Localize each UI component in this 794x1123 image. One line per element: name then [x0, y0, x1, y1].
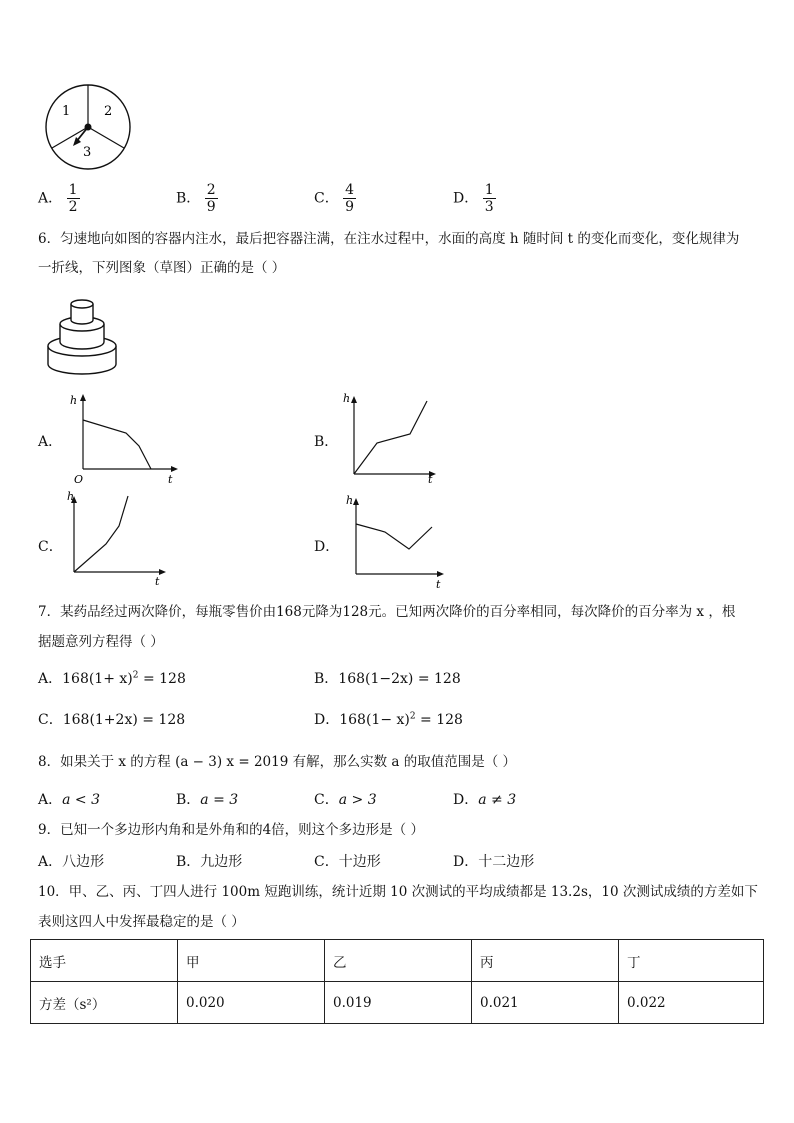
q9-option-c[interactable]: C．十边形 — [314, 854, 381, 870]
value-cell: 0.020 — [178, 982, 325, 1024]
q8-option-d[interactable]: D．a ≠ 3 — [453, 792, 517, 808]
q10-stem-line1: 10．甲、乙、丙、丁四人进行 100m 短跑训练，统计近期 10 次测试的平均成绩都是 13.2s，10 次测试成绩的方差如下 — [38, 884, 758, 900]
header-cell: 丁 — [619, 940, 764, 982]
spinner-label-1: 1 — [62, 104, 71, 119]
q5-option-b[interactable]: B． $\frac{2}{9}$ — [176, 182, 216, 215]
fraction: $\frac{1}{3}$ — [484, 182, 494, 215]
x-axis-label: t — [428, 473, 433, 486]
spinner-label-2: 2 — [104, 104, 113, 119]
q5-option-d[interactable]: D． $\frac{1}{3}$ — [453, 182, 494, 215]
variance-table — [30, 939, 764, 1024]
q6-graph-d[interactable] — [340, 492, 450, 590]
spinner-figure — [40, 80, 140, 170]
x-axis-label: t — [168, 473, 173, 486]
header-cell: 乙 — [325, 940, 472, 982]
q7-option-c[interactable]: C．168(1+2x) = 128 — [38, 712, 186, 728]
q8-option-c[interactable]: C．a > 3 — [314, 792, 377, 808]
q6-stem-line2: 一折线，下列图象（草图）正确的是（ ） — [38, 260, 286, 276]
spinner-label-3: 3 — [83, 145, 92, 160]
q6-graph-c[interactable] — [64, 488, 174, 588]
y-axis-label: h — [346, 494, 354, 507]
q5-option-c[interactable]: C． $\frac{4}{9}$ — [314, 182, 355, 215]
table-header-row — [31, 940, 764, 982]
y-axis-label: h — [70, 394, 78, 407]
fraction: $\frac{1}{2}$ — [68, 182, 78, 215]
q7-option-a[interactable]: A．$168(1+ x)^2 = 128$ — [38, 670, 186, 687]
q6-option-b-letter[interactable]: B． — [314, 434, 339, 450]
origin-label: O — [74, 473, 84, 486]
q6-graph-b[interactable] — [340, 390, 440, 486]
value-cell: 0.022 — [619, 982, 764, 1024]
q7-stem-line2: 据题意列方程得（ ） — [38, 634, 164, 650]
table-row — [31, 982, 764, 1024]
header-cell: 丙 — [472, 940, 619, 982]
fraction: $\frac{2}{9}$ — [206, 182, 216, 215]
value-cell: 0.021 — [472, 982, 619, 1024]
q7-stem-line1: 7．某药品经过两次降价，每瓶零售价由168元降为128元。已知两次降价的百分率相同，每次降价的百分率为 x ，根 — [38, 604, 736, 620]
q6-option-c-letter[interactable]: C． — [38, 539, 63, 555]
fraction: $\frac{4}{9}$ — [345, 182, 355, 215]
q6-option-a-letter[interactable]: A． — [38, 434, 63, 450]
q6-graph-a[interactable] — [64, 390, 184, 486]
q6-stem-line1: 6．匀速地向如图的容器内注水，最后把容器注满，在注水过程中，水面的高度 h 随时间 t 的变化而变化，变化规律为 — [38, 231, 740, 247]
q8-option-a[interactable]: A．a < 3 — [38, 792, 101, 808]
q7-option-b[interactable]: B．168(1−2x) = 128 — [314, 671, 461, 687]
q5-option-a[interactable]: A． $\frac{1}{2}$ — [38, 182, 78, 215]
q10-stem-line2: 表则这四人中发挥最稳定的是（ ） — [38, 914, 245, 930]
x-axis-label: t — [155, 575, 160, 588]
q7-option-d[interactable]: D．$168(1- x)^2 = 128$ — [314, 711, 463, 728]
y-axis-label: h — [67, 490, 75, 503]
x-axis-label: t — [436, 578, 441, 590]
q9-option-a[interactable]: A．八边形 — [38, 854, 105, 870]
q8-stem: 8．如果关于 x 的方程 (a − 3) x = 2019 有解，那么实数 a 的取值范围是（ ） — [38, 754, 517, 770]
q9-stem: 9．已知一个多边形内角和是外角和的4倍，则这个多边形是（ ） — [38, 822, 424, 838]
value-cell: 0.019 — [325, 982, 472, 1024]
q8-option-b[interactable]: B．a = 3 — [176, 792, 239, 808]
header-cell: 甲 — [178, 940, 325, 982]
q6-option-d-letter[interactable]: D． — [314, 539, 340, 555]
q9-option-d[interactable]: D．十二边形 — [453, 854, 535, 870]
header-cell: 选手 — [31, 940, 178, 982]
q9-option-b[interactable]: B．九边形 — [176, 854, 243, 870]
row-label-cell: 方差（s²） — [31, 982, 178, 1024]
tiered-container-figure — [42, 296, 122, 380]
y-axis-label: h — [343, 392, 351, 405]
